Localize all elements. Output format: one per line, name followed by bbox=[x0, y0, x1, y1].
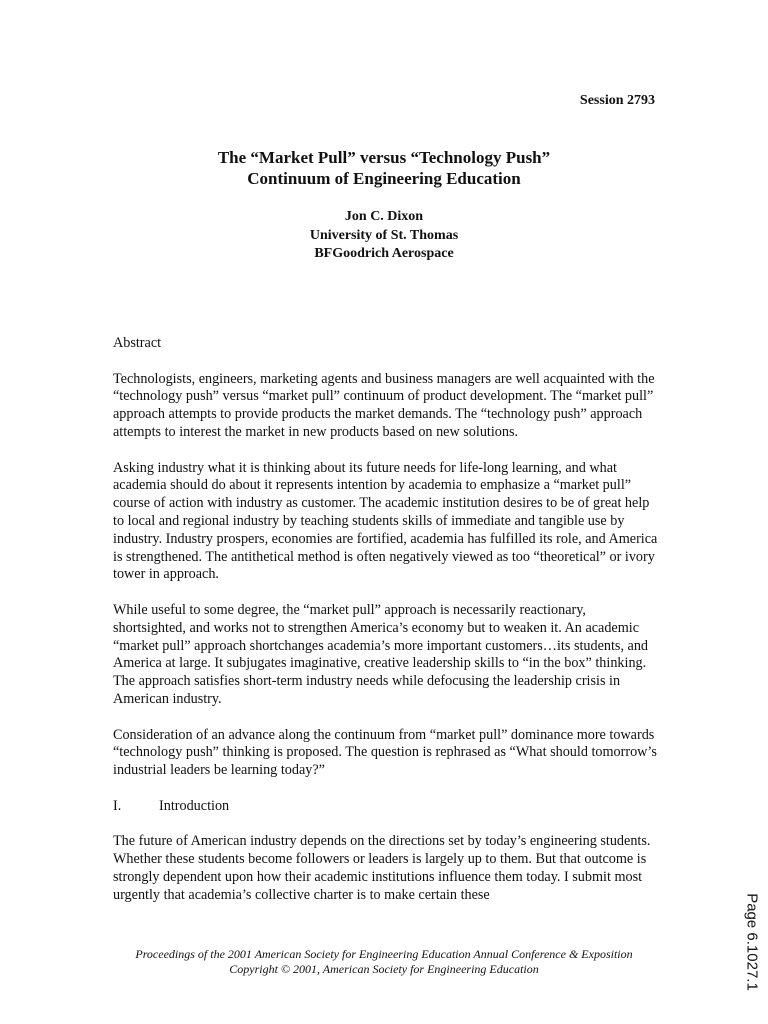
page-number: Page 6.1027.1 bbox=[743, 893, 761, 991]
abstract-paragraph-4: Consideration of an advance along the continuum from “market pull” dominance more towards “technology push” thinking is proposed. The question is rephrased as “What should tomorrow’s industrial leaders be learning today?” bbox=[113, 726, 657, 779]
section-title: Introduction bbox=[159, 797, 230, 814]
title-line-1: The “Market Pull” versus “Technology Push” bbox=[217, 148, 551, 167]
section-heading-introduction bbox=[113, 798, 661, 816]
footer-line-2: Copyright © 2001, American Society for Engineering Education bbox=[229, 962, 539, 976]
introduction-paragraph-1: The future of American industry depends on the directions set by today’s engineering students. Whether these students become followers or leaders is largely up to them. But that outcome is strongly dependent upon how their academic institutions influence them today. I submit most urgently that academia’s collective charter is to make certain these bbox=[113, 833, 651, 903]
abstract-heading: Abstract bbox=[113, 335, 162, 351]
proceedings-footer bbox=[0, 947, 768, 977]
author-affiliation-1: University of St. Thomas bbox=[309, 227, 459, 243]
title-line-2: Continuum of Engineering Education bbox=[247, 169, 521, 188]
body-text bbox=[113, 335, 661, 922]
section-number: I. bbox=[113, 797, 122, 814]
author-block bbox=[0, 208, 768, 264]
abstract-paragraph-3: While useful to some degree, the “market pull” approach is necessarily reactionary, shortsighted, and works not to strengthen America’s economy but to weaken it. An academic “market pull” approach shortchanges academia’s more important customers…its students, and America at large. It subjugates imaginative, creative leadership skills to “in the box” thinking. The approach satisfies short-term industry needs while defocusing the leadership crisis in American industry. bbox=[113, 601, 649, 707]
abstract-paragraph-1: Technologists, engineers, marketing agents and business managers are well acquainted with the “technology push” versus “market pull” continuum of product development. The “market pull” approach attempts to provide products the market demands. The “technology push” approach attempts to interest the market in new products based on new solutions. bbox=[113, 370, 655, 440]
abstract-paragraph-2: Asking industry what it is thinking about its future needs for life-long learning, and what academia should do about it represents intention by academia to emphasize a “market pull” course of action with industry as customer. The academic institution desires to be of great help to local and regional industry by teaching students skills of immediate and tangible use by industry. Industry prospers, economies are fortified, academia has fulfilled its role, and America is strengthened. The antithetical method is often negatively viewed as too “theoretical” or ivory tower in approach. bbox=[113, 459, 658, 583]
page-number-margin bbox=[732, 887, 768, 997]
paper-title bbox=[0, 147, 768, 189]
session-number: Session 2793 bbox=[579, 93, 655, 108]
author-affiliation-2: BFGoodrich Aerospace bbox=[314, 246, 454, 261]
author-name: Jon C. Dixon bbox=[344, 209, 424, 224]
footer-line-1: Proceedings of the 2001 American Society for Engineering Education Annual Conference & Exposition bbox=[135, 947, 633, 961]
